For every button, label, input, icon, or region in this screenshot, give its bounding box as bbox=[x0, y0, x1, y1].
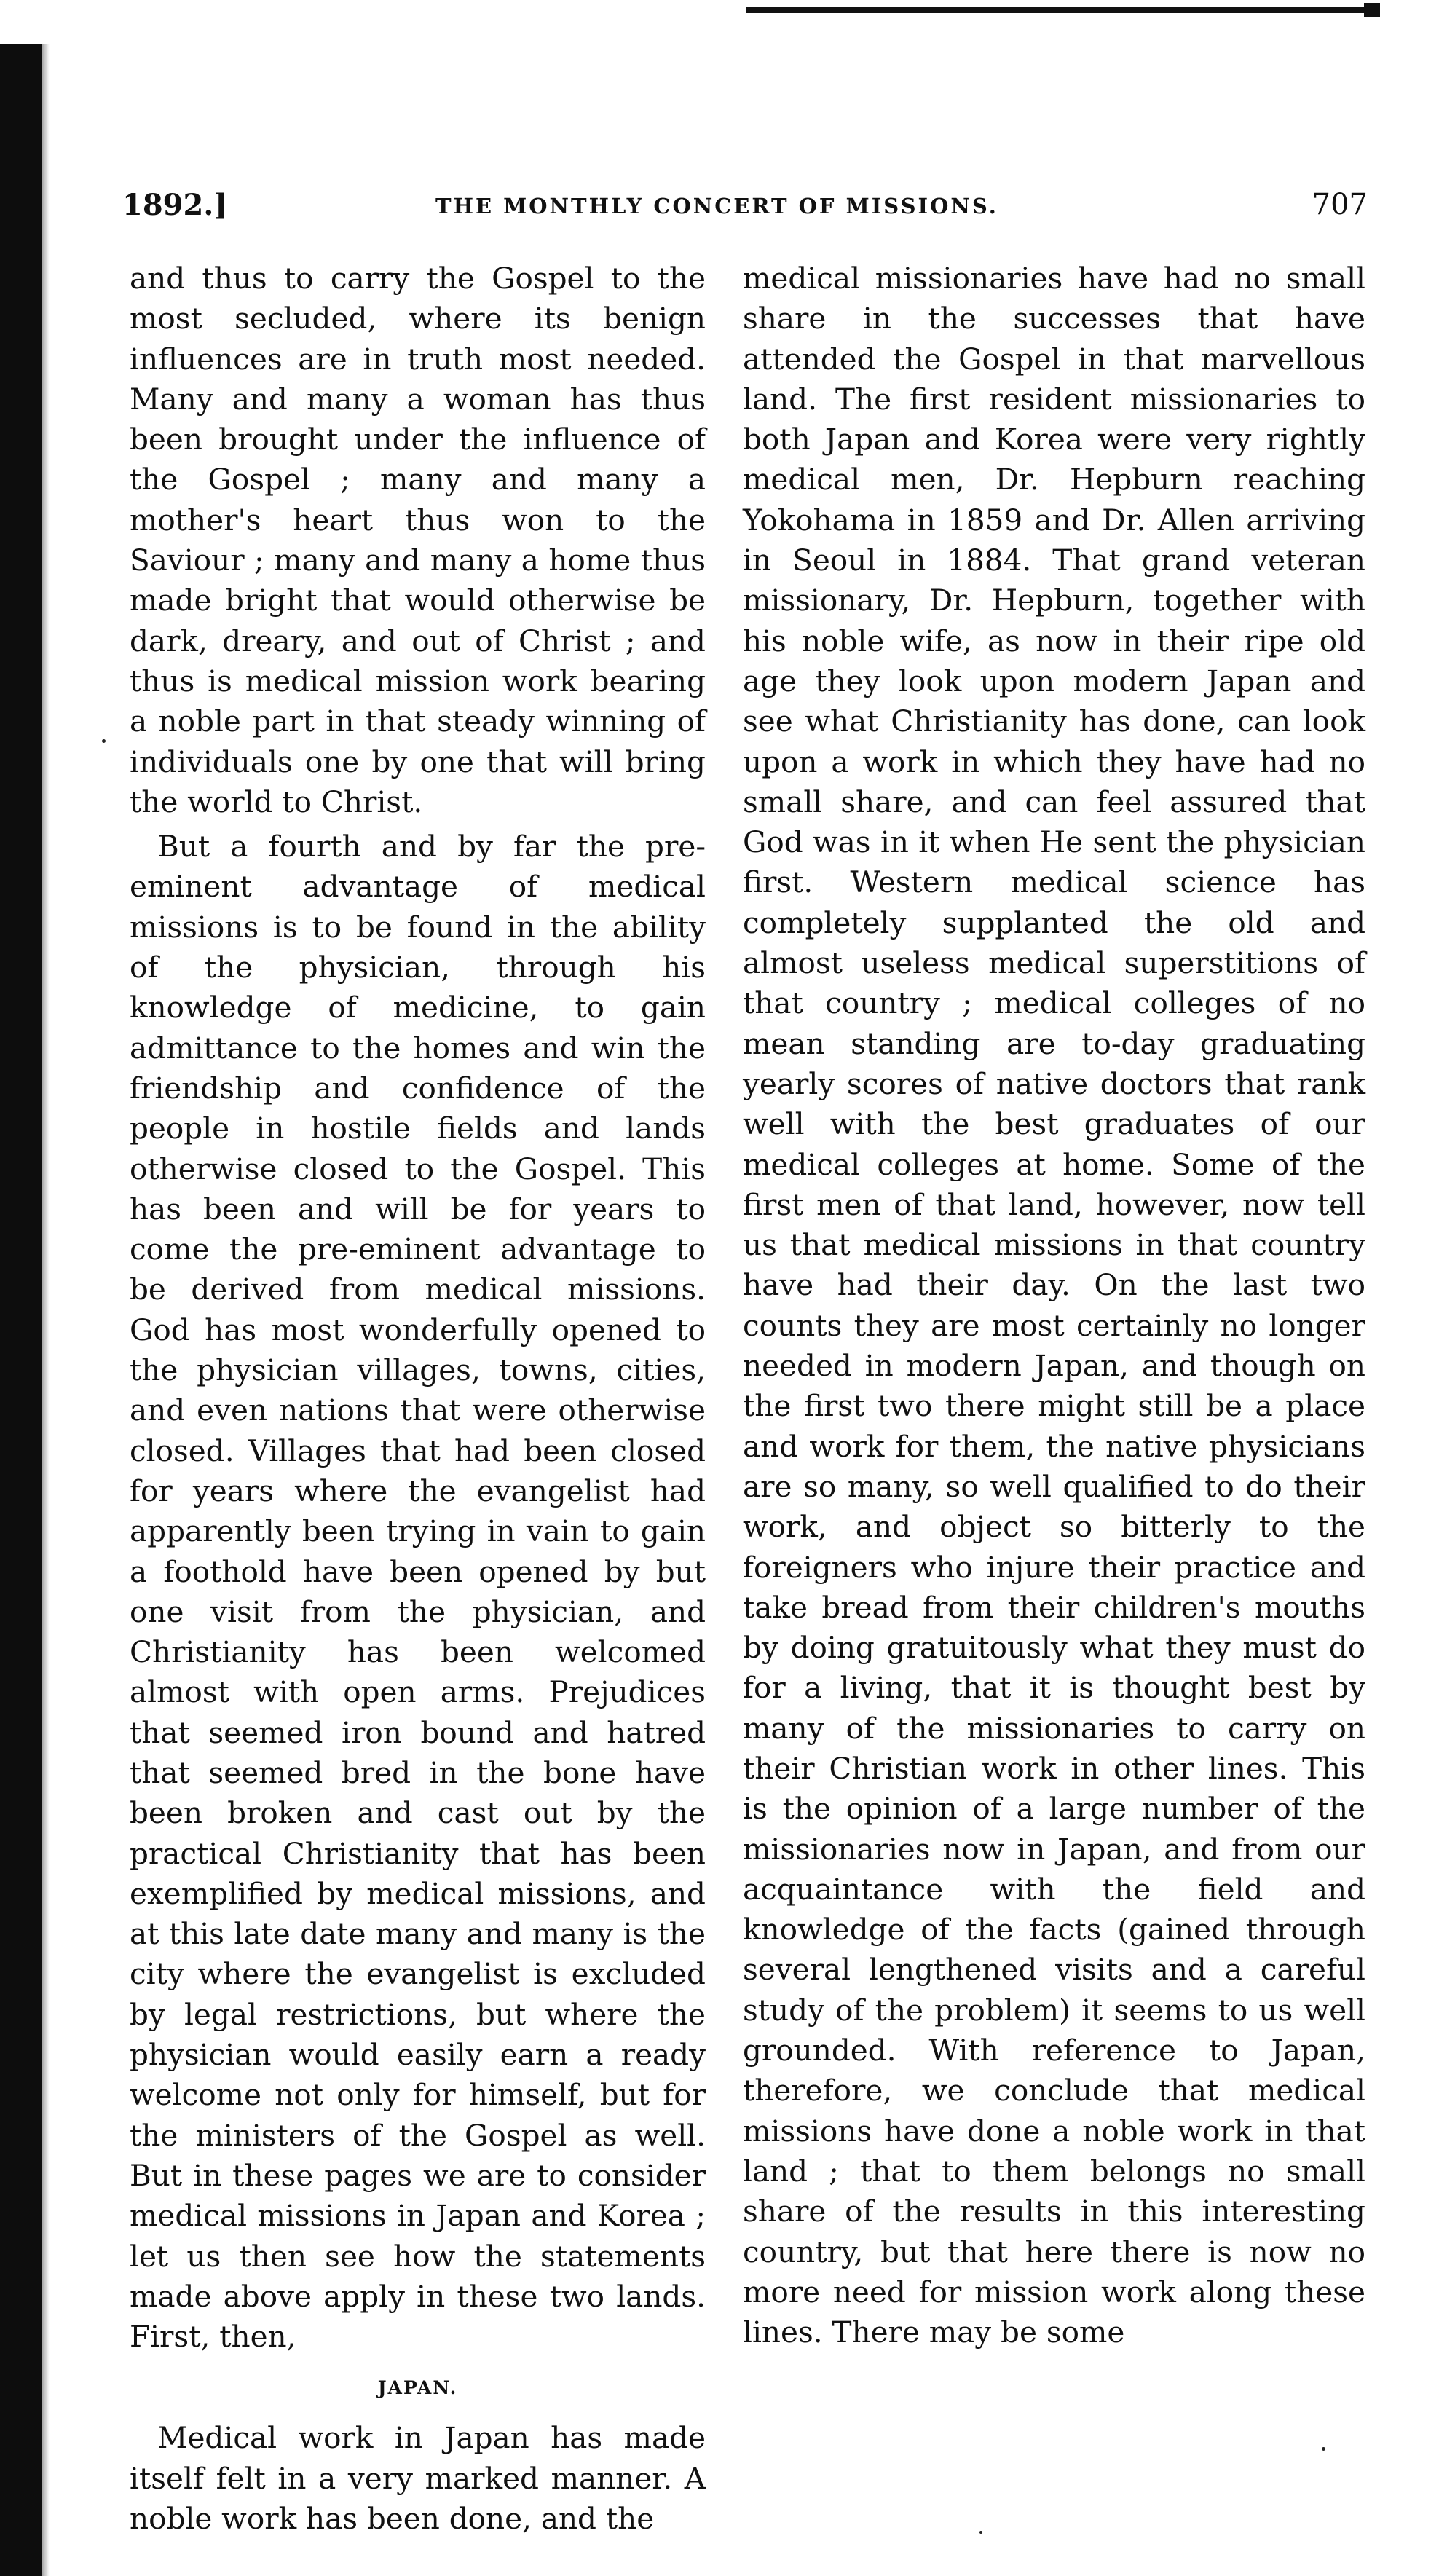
print-speck bbox=[979, 2531, 982, 2534]
print-speck bbox=[102, 739, 106, 743]
header-year: 1892.] bbox=[122, 188, 228, 222]
paragraph: medical missionaries have had no small share in the successes that have attended the Gospel in that marvellous land. The first resident missionaries to both Japan and Korea were very rightly medical men, Dr. Hepburn reaching Yokohama in 1859 and Dr. Allen arriving in Seoul in 1884. That grand veteran missionary, Dr. Hepburn, together with his noble wife, as now in their ripe old age they look upon modern Japan and see what Christianity has done, can look upon a work in which they have had no small share, and can feel assured that God was in it when He sent the physician first. Western medical science has completely supplanted the old and almost useless medical superstitions of that country ; medical colleges of no mean standing are to-day graduating yearly scores of native doctors that rank well with the best graduates of our medical colleges at home. Some of the first men of that land, however, now tell us that medical missions in that country have had their day. On the last two counts they are most certainly no longer needed in modern Japan, and though on the first two there might still be a place and work for them, the native physicians are so many, so well qualified to do their work, and object so bitterly to the foreigners who injure their practice and take bread from their children's mouths by doing gratuitously what they must do for a living, that it is thought best by many of the missionaries to carry on their Christian work in other lines. This is the opinion of a large number of the missionaries now in Japan, and from our acquaintance with the field and knowledge of the facts (gained through several lengthened visits and a careful study of the problem) it seems to us well grounded. With reference to Japan, therefore, we conclude that medical missions have done a noble work in that land ; that to them belongs no small share of the results in this interesting country, but that here there is now no more need for mission work along these lines. There may be some bbox=[743, 261, 1365, 2350]
paragraph: and thus to carry the Gospel to the most secluded, where its benign influences are in truth most needed. Many and many a woman has thus been brought under the influence of the Gospel ; many and many a mother's heart thus won to the Saviour ; many and many a home thus made bright that would otherwise be dark, dreary, and out of Christ ; and thus is medical mission work bearing a noble part in that steady winning of individuals one by one that will bring the world to Christ. bbox=[130, 261, 706, 819]
section-heading: JAPAN. bbox=[377, 2377, 458, 2399]
running-header bbox=[122, 188, 1368, 232]
paragraph: Medical work in Japan has made itself felt in a very marked manner. A noble work has been done, and the bbox=[130, 2420, 706, 2537]
left-column bbox=[130, 259, 706, 2539]
binding-edge bbox=[0, 44, 42, 2576]
top-rule bbox=[746, 7, 1380, 13]
paragraph: But a fourth and by far the pre-eminent advantage of medical missions is to be found in the ability of the physician, through his knowledge of medicine, to gain admittance to the homes and win the friendship and confidence of the people in hostile fields and lands otherwise closed to the Gospel. This has been and will be for years to come the pre-eminent advantage to be derived from medical missions. God has most wonderfully opened to the physician villages, towns, cities, and even nations that were otherwise closed. Villages that had been closed for years where the evangelist had apparently been trying in vain to gain a foothold have been opened by but one visit from the physician, and Christianity has been welcomed almost with open arms. Prejudices that seemed iron bound and hatred that seemed bred in the bone have been broken and cast out by the practical Christianity that has been exemplified by medical missions, and at this late date many and many is the city where the evangelist is excluded by legal restrictions, but where the physician would easily earn a ready welcome not only for himself, but for the ministers of the Gospel as well. But in these pages we are to consider medical missions in Japan and Korea ; let us then see how the statements made above apply in these two lands. First, then, bbox=[130, 829, 706, 2355]
right-column bbox=[743, 259, 1365, 2352]
header-title: THE MONTHLY CONCERT OF MISSIONS. bbox=[435, 194, 998, 218]
print-speck bbox=[1322, 2447, 1325, 2451]
page-number: 707 bbox=[1312, 188, 1368, 221]
